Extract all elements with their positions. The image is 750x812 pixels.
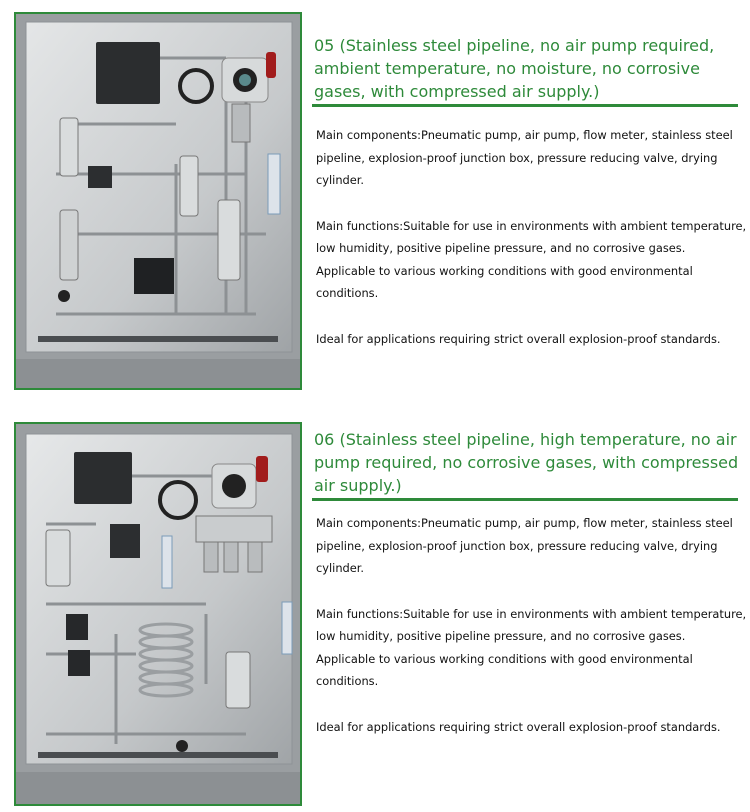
- section-title: 05 (Stainless steel pipeline, no air pump required, ambient temperature, no moisture, no corrosive gases, with compressed air supply.): [314, 36, 715, 101]
- application-note-text: Ideal for applications requiring strict overall explosion-proof standards.: [316, 331, 721, 346]
- title-divider: [312, 498, 738, 501]
- main-components-text: Main components:Pneumatic pump, air pump, flow meter, stainless steel pipeline, explosion-proof junction box, pressure reducing valve, drying cylinder.: [316, 128, 733, 187]
- cabinet-photo-05: [14, 12, 302, 390]
- section-title: 06 (Stainless steel pipeline, high temperature, no air pump required, no corrosive gases, with compressed air supply.): [314, 430, 739, 495]
- main-functions-text: Main functions:Suitable for use in environments with ambient temperature, low humidity, positive pipeline pressure, and no corrosive gases. Applicable to various working conditions with good environmental conditions.: [316, 606, 747, 688]
- title-divider: [312, 104, 738, 107]
- section-body: [316, 124, 748, 373]
- cabinet-photo-06: [14, 422, 302, 806]
- product-section-05: [0, 0, 750, 400]
- main-components-text: Main components:Pneumatic pump, air pump, flow meter, stainless steel pipeline, explosion-proof junction box, pressure reducing valve, drying cylinder.: [316, 516, 733, 575]
- product-section-06: [0, 418, 750, 812]
- application-note-text: Ideal for applications requiring strict overall explosion-proof standards.: [316, 719, 721, 734]
- section-body: [316, 512, 748, 761]
- main-functions-text: Main functions:Suitable for use in environments with ambient temperature, low humidity, positive pipeline pressure, and no corrosive gases. Applicable to various working conditions with good environmental conditions.: [316, 218, 747, 300]
